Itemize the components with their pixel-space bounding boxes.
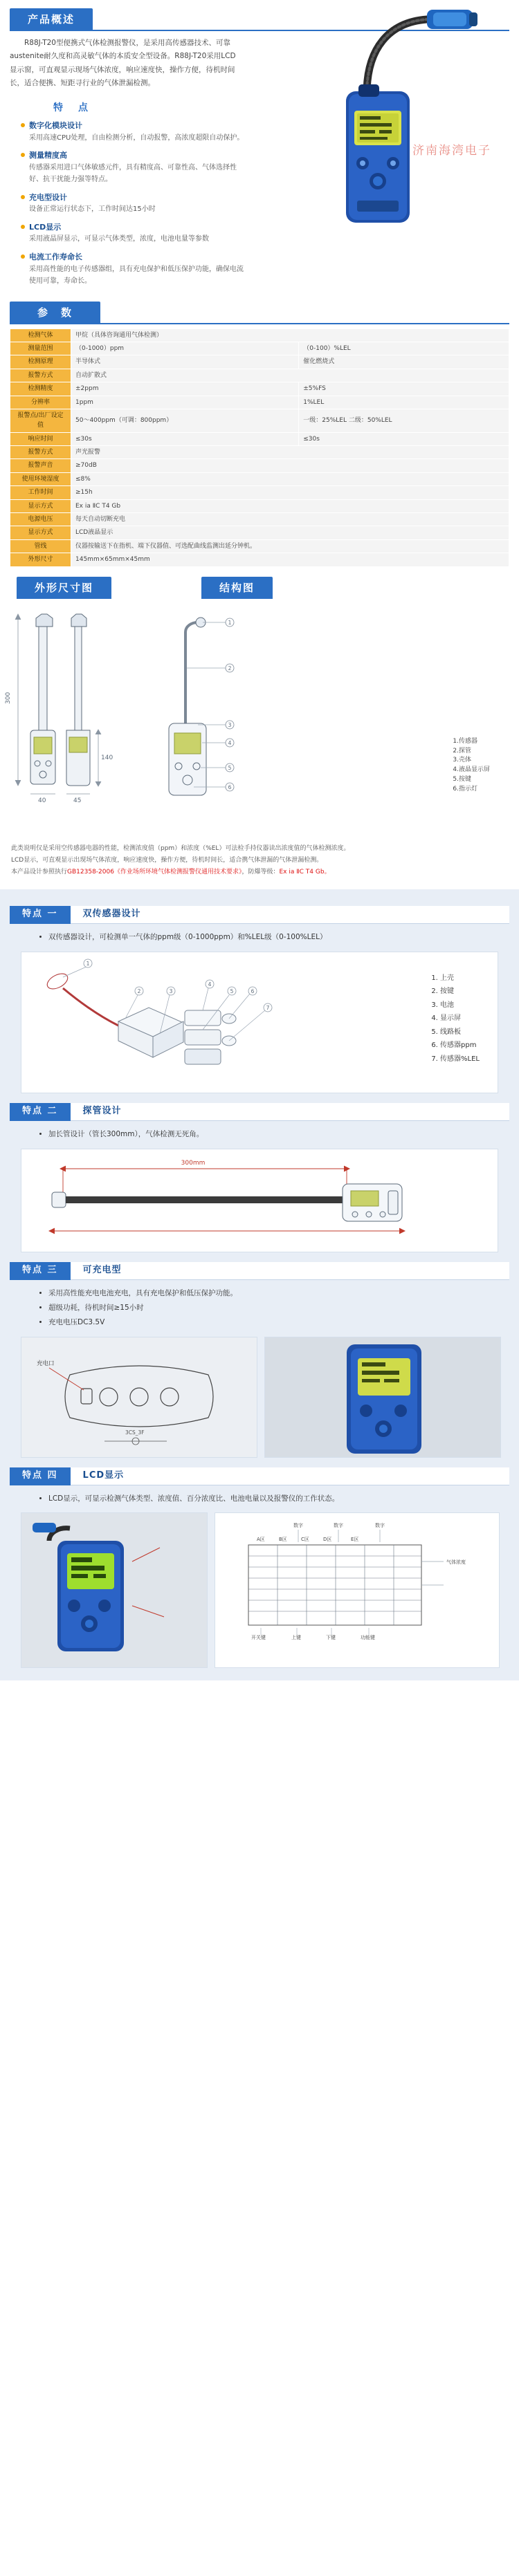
section-drawings (0, 567, 519, 887)
table-row (10, 526, 509, 539)
feature-item (21, 149, 245, 186)
param-value: ±5%FS (299, 382, 509, 396)
param-value: ≤30s (71, 432, 299, 445)
param-key: 检测原理 (10, 355, 71, 369)
svg-text:6: 6 (251, 988, 255, 994)
legend-item: 2.探管 (453, 747, 471, 754)
parameters-heading: 参 数 (10, 302, 100, 324)
param-key: 检测精度 (10, 382, 71, 396)
svg-text:45: 45 (73, 797, 82, 804)
param-value: ±2ppm (71, 382, 299, 396)
feature-one-parts-list (431, 972, 480, 1066)
feature-item-desc: 采用液晶屏显示，可显示气体类型，浓度，电池电量等参数 (29, 235, 209, 243)
svg-text:5: 5 (230, 988, 234, 994)
svg-text:数字: 数字 (293, 1523, 303, 1529)
param-value: ≤30s (299, 432, 509, 445)
drawing-notes (0, 840, 519, 887)
lcd-device-photo (21, 1512, 208, 1668)
table-row (10, 553, 509, 566)
feature-two-bullets (21, 1128, 498, 1142)
svg-text:2: 2 (228, 665, 232, 671)
param-key: 使用环境湿度 (10, 472, 71, 485)
svg-text:功能键: 功能键 (361, 1635, 375, 1641)
feature-list (10, 100, 245, 288)
param-value: LCD液晶显示 (71, 526, 509, 539)
feature-four-figures (21, 1512, 498, 1668)
param-key: 响应时间 (10, 432, 71, 445)
feature-item-desc: 采用高速CPU处理，自由检测分析，自动报警，高浓度超限自动保护。 (29, 133, 244, 142)
svg-text:数字: 数字 (334, 1523, 343, 1529)
param-value: 自动扩散式 (71, 369, 509, 382)
param-value: 50～400ppm（可调：800ppm） (71, 409, 299, 432)
param-key: 外形尺寸 (10, 553, 71, 566)
feature-item-desc: 采用高性能的电子传感器组，具有充电保护和低压保护功能，确保电流使用可靠，寿命长。 (29, 265, 244, 286)
bullet: • 采用高性能充电电池充电，具有充电保护和低压保护功能。 (48, 1287, 498, 1301)
param-value: （0-100）%LEL (299, 342, 509, 355)
param-value: 1ppm (71, 396, 299, 409)
table-row (10, 355, 509, 369)
svg-text:A区: A区 (257, 1537, 265, 1543)
svg-text:7: 7 (266, 1004, 270, 1011)
note-line-3 (11, 867, 508, 878)
table-row (10, 472, 509, 485)
note-standard: GB12358-2006《作业场所环境气体检测报警仪通用技术要求》 (67, 868, 242, 875)
bullet: • LCD显示，可显示检测气体类型、浓度值、百分浓度比、电池电量以及报警仪的工作状态。 (48, 1492, 498, 1506)
legend-item: 6.指示灯 (453, 786, 477, 793)
feature-item (21, 251, 245, 288)
note-line-1: 此类说明仅是采用空传感器电器的性能，检测浓度值（ppm）和浓度（%EL）可法检手持仪器读出浓度值的气体检测浓度。 (11, 844, 350, 852)
drawing-area (0, 602, 519, 840)
device-photo-secondary (264, 1337, 501, 1458)
part-item: 4. 显示屏 (431, 1014, 462, 1023)
svg-text:1: 1 (86, 960, 90, 967)
param-value: ≥15h (71, 486, 509, 499)
parameters-table (10, 328, 509, 567)
section-parameters (0, 297, 519, 567)
feature-two-title: 探管设计 (71, 1103, 509, 1121)
param-key: 显示方式 (10, 526, 71, 539)
svg-text:4: 4 (228, 739, 232, 746)
table-row (10, 486, 509, 499)
table-row (10, 369, 509, 382)
table-row (10, 499, 509, 512)
part-item: 3. 电池 (431, 1001, 455, 1009)
table-row (10, 513, 509, 526)
feature-item-desc: 设备正常运行状态下，工作时间达15小时 (29, 205, 156, 214)
feature-list-title: 特 点 (53, 102, 91, 113)
lcd-schematic (215, 1512, 500, 1668)
table-row (10, 382, 509, 396)
charge-port-diagram (21, 1337, 257, 1458)
feature-three-bullets (21, 1287, 498, 1330)
param-key: 电源电压 (10, 513, 71, 526)
feature-item-title: 电流工作寿命长 (21, 251, 245, 263)
overview-paragraph: R88J-T20型便携式气体检测报警仪，是采用高传感器技术、可靠austenite耐久度和高灵敏气体的本质安全型设备。R88J-T20采用LCD显示窗，可直观显示现场气体浓度，响应速度快，操作方便，待机时间长，适合便携、短距寻行业的气体泄漏检测。 (10, 39, 236, 88)
device-photo (285, 7, 507, 235)
note-ex-rating: Ex ia ⅡC T4 Gb。 (279, 868, 331, 875)
param-key: 报警点/出厂设定值 (10, 409, 71, 432)
svg-text:C区: C区 (301, 1537, 309, 1543)
watermark-text: 济南海湾电子 (412, 144, 491, 158)
feature-item (21, 120, 245, 144)
svg-text:4: 4 (208, 981, 212, 988)
feature-item (21, 192, 245, 216)
param-key: 检测气体 (10, 328, 71, 342)
feature-three-title: 可充电型 (71, 1262, 509, 1280)
feature-item-title: 数字化模块设计 (21, 120, 245, 132)
dim-300-label: 300 (5, 692, 12, 704)
drawings-headings (0, 567, 519, 599)
overview-heading: 产品概述 (10, 8, 93, 30)
param-value: 声光报警 (71, 446, 509, 459)
param-key: 报警方式 (10, 446, 71, 459)
param-key: 测量范围 (10, 342, 71, 355)
feature-one-header (10, 906, 509, 924)
table-row (10, 459, 509, 472)
probe-length-label: 300mm (181, 1159, 206, 1167)
legend-item: 4.液晶显示屏 (453, 766, 490, 774)
svg-text:上键: 上键 (291, 1635, 301, 1641)
param-value: ≤8% (71, 472, 509, 485)
note-standard-mid: ，防爆等级： (242, 868, 280, 875)
part-item: 6. 传感器ppm (431, 1041, 477, 1050)
bullet: • 双传感器设计，可检测单一气体的ppm级（0-1000ppm）和%LEL级（0-100%LEL） (48, 931, 498, 945)
svg-text:下键: 下键 (326, 1635, 336, 1641)
table-row (10, 409, 509, 432)
svg-text:数字: 数字 (375, 1523, 385, 1529)
param-value: 145mm×65mm×45mm (71, 553, 509, 566)
svg-text:B区: B区 (279, 1537, 287, 1543)
param-key: 报警方式 (10, 369, 71, 382)
dimension-heading: 外形尺寸图 (17, 577, 111, 599)
feature-three-number: 特点 三 (10, 1262, 71, 1280)
svg-text:开关键: 开关键 (251, 1635, 266, 1641)
feature-item-desc: 传感器采用进口气体敏感元件，具有精度高、可靠性高、气体选择性好、抗干扰能力强等特点。 (29, 163, 237, 184)
feature-four-bullets (21, 1492, 498, 1506)
svg-text:6: 6 (228, 784, 232, 790)
param-value: 仪器按输送下在指机、端下仪器值、可选配曲线监测出延分钟机。 (71, 539, 509, 553)
param-key: 工作时间 (10, 486, 71, 499)
feature-one-bullets (21, 931, 498, 945)
svg-text:140: 140 (101, 754, 113, 761)
param-value: 甲烷（具体咨询通用气体检测） (71, 328, 509, 342)
note-line-2: LCD显示，可直观显示出现场气体浓度，响应速度快，操作方便，待机时间长，适合携气体泄漏的气体泄漏检测。 (11, 856, 323, 864)
svg-text:3: 3 (169, 988, 173, 994)
svg-text:E区: E区 (351, 1537, 359, 1543)
param-value: 每天自动切断充电 (71, 513, 509, 526)
param-value: ≥70dB (71, 459, 509, 472)
structure-heading: 结构图 (201, 577, 273, 599)
param-value: 催化燃烧式 (299, 355, 509, 369)
feature-item (21, 221, 245, 245)
lcd-gas-label: 气体浓度 (446, 1559, 466, 1566)
table-row (10, 396, 509, 409)
feature-three-figures (21, 1337, 498, 1458)
table-row (10, 446, 509, 459)
bullet: • 超级功耗，待机时间≥15小时 (48, 1301, 498, 1315)
feature-one-title: 双传感器设计 (71, 906, 509, 924)
table-row (10, 342, 509, 355)
legend-item: 3.壳体 (453, 757, 471, 764)
param-key: 报警声音 (10, 459, 71, 472)
svg-text:5: 5 (228, 764, 232, 771)
param-value: （0-1000）ppm (71, 342, 299, 355)
part-item: 1. 上壳 (431, 974, 455, 982)
bullet: • 加长管设计（管长300mm），气体检测无死角。 (48, 1128, 498, 1142)
bullet: • 充电电压DC3.5V (48, 1316, 498, 1330)
param-key: 管线 (10, 539, 71, 553)
charge-port-sub: 3CS_3F (125, 1429, 145, 1436)
feature-three-header (10, 1262, 509, 1280)
part-item: 2. 按键 (431, 988, 455, 996)
param-key: 显示方式 (10, 499, 71, 512)
feature-two-figure (21, 1149, 498, 1252)
legend-item: 5.按键 (453, 776, 471, 784)
feature-one-figure (21, 952, 498, 1093)
param-value: Ex ia ⅡC T4 Gb (71, 499, 509, 512)
svg-text:D区: D区 (323, 1537, 332, 1543)
legend-item: 1.传感器 (453, 737, 477, 745)
feature-item-title: LCD显示 (21, 221, 245, 234)
feature-four-title: LCD显示 (71, 1467, 509, 1485)
feature-item-title: 测量精度高 (21, 149, 245, 162)
param-value: 半导体式 (71, 355, 299, 369)
table-row (10, 432, 509, 445)
svg-text:1: 1 (228, 619, 232, 626)
table-row (10, 328, 509, 342)
feature-two-header (10, 1103, 509, 1121)
table-row (10, 539, 509, 553)
note-standard-pre: 本产品设计参照执行 (11, 868, 68, 875)
feature-four-number: 特点 四 (10, 1467, 71, 1485)
feature-item-title: 充电型设计 (21, 192, 245, 204)
part-item: 5. 线路板 (431, 1028, 462, 1036)
charge-port-label: 充电口 (37, 1360, 55, 1367)
feature-one-number: 特点 一 (10, 906, 71, 924)
section-overview (0, 0, 519, 288)
feature-four-header (10, 1467, 509, 1485)
param-key: 分辨率 (10, 396, 71, 409)
param-value: 一级：25%LEL 二级：50%LEL (299, 409, 509, 432)
param-value: 1%LEL (299, 396, 509, 409)
svg-text:3: 3 (228, 721, 232, 728)
svg-text:2: 2 (137, 988, 141, 994)
structure-legend (453, 737, 490, 795)
section-features-detail (0, 889, 519, 1681)
svg-text:40: 40 (38, 797, 46, 804)
part-item: 7. 传感器%LEL (431, 1055, 480, 1063)
feature-two-number: 特点 二 (10, 1103, 71, 1121)
